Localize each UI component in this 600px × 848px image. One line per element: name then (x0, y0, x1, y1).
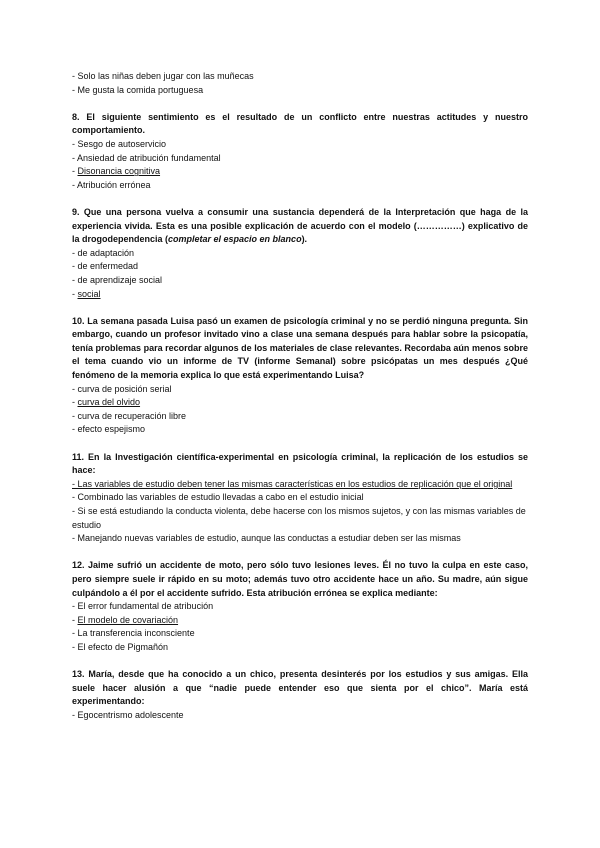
question-9 (72, 206, 528, 301)
question-11-option-answer (72, 478, 528, 492)
question-11 (72, 451, 528, 546)
question-10-option: - efecto espejismo (72, 424, 146, 435)
question-12-title: 12. Jaime sufrió un accidente de moto, pero sólo tuvo lesiones leves. Él no tuvo la culpa en este caso, pero siempre suele ir rápido en su moto; además tuvo otro accidente hace un año. Su madre, aún sigue culpándolo a él por el accidente sufrido. Esta atribución errónea se explica mediante: (72, 560, 528, 598)
question-8 (72, 111, 528, 193)
question-11-option: - Combinado las variables de estudio llevadas a cabo en el estudio inicial (72, 492, 364, 503)
question-8-title: 8. El siguiente sentimiento es el resultado de un conflicto entre nuestras actitudes y nuestro comportamiento. (72, 111, 528, 136)
question-9-title: 9. Que una persona vuelva a consumir una sustancia dependerá de la Interpretación que haga de la experiencia vivida. Esta es una posible explicación de acuerdo con el modelo (……………) explicativo de la drogodependencia (completar el espacio en blanco). (72, 206, 528, 245)
correct-answer: curva del olvido (77, 397, 141, 408)
question-8-option: - Sesgo de autoservicio (72, 138, 167, 149)
question-12-option: - El efecto de Pigmañón (72, 641, 169, 652)
question-9-option-answer: - social (72, 288, 101, 299)
question-8-option-answer: - Disonancia cognitiva (72, 166, 161, 177)
question-13 (72, 668, 528, 722)
question-10-option: - curva de posición serial (72, 383, 172, 394)
question-12 (72, 559, 528, 654)
question-13-option: - Egocentrismo adolescente (72, 709, 184, 720)
question-11-option: - Manejando nuevas variables de estudio, aunque las conductas a estudiar deben ser las mismas (72, 533, 461, 544)
correct-answer: El modelo de covariación (77, 614, 179, 625)
question-13-title: 13. María, desde que ha conocido a un chico, presenta desinterés por los estudios y sus amigas. Ella suele hacer alusión a que “nadie puede entender eso que sienta por el chico”. María está experimentando: (72, 669, 528, 707)
list-item: - Me gusta la comida portuguesa (72, 84, 204, 95)
question-8-option: - Ansiedad de atribución fundamental (72, 152, 221, 163)
question-12-option-answer: - El modelo de covariación (72, 614, 179, 625)
correct-answer: - Las variables de estudio deben tener las mismas características en los estudios de replicación que el original (72, 478, 513, 489)
question-11-option: - Si se está estudiando la conducta violenta, debe hacerse con los mismos sujetos, y con las mismas variables de estudio (72, 506, 526, 530)
document-content (72, 70, 528, 723)
question-12-option: - La transferencia inconsciente (72, 628, 195, 639)
question-11-title: 11. En la Investigación científica-experimental en psicología criminal, la replicación de los estudios se hace: (72, 451, 528, 476)
question-10-option-answer: - curva del olvido (72, 397, 141, 408)
question-9-option: - de adaptación (72, 247, 135, 258)
question-9-option: - de aprendizaje social (72, 274, 163, 285)
question-9-option: - de enfermedad (72, 261, 139, 272)
question-12-option: - El error fundamental de atribución (72, 601, 214, 612)
question-10-option: - curva de recuperación libre (72, 410, 187, 421)
list-item: - Solo las niñas deben jugar con las muñecas (72, 71, 254, 81)
correct-answer: Disonancia cognitiva (77, 166, 161, 177)
correct-answer: social (77, 288, 101, 299)
question-10 (72, 315, 528, 437)
question-10-title: 10. La semana pasada Luisa pasó un examen de psicología criminal y no se perdió ninguna pregunta. Sin embargo, cuando un profesor invitado vino a clase una semana después para hablar sobre la psicopatía, tenía problemas para recordar algunos de los materiales de clase relevantes. Recordaba aún menos sobre el tema cuando vio un informe de TV (informe Semanal) sobre psicópatas un mes después ¿Qué fenómeno de la memoria explica lo que está experimentando Luisa? (72, 315, 528, 381)
question-8-option: - Atribución errónea (72, 179, 151, 190)
